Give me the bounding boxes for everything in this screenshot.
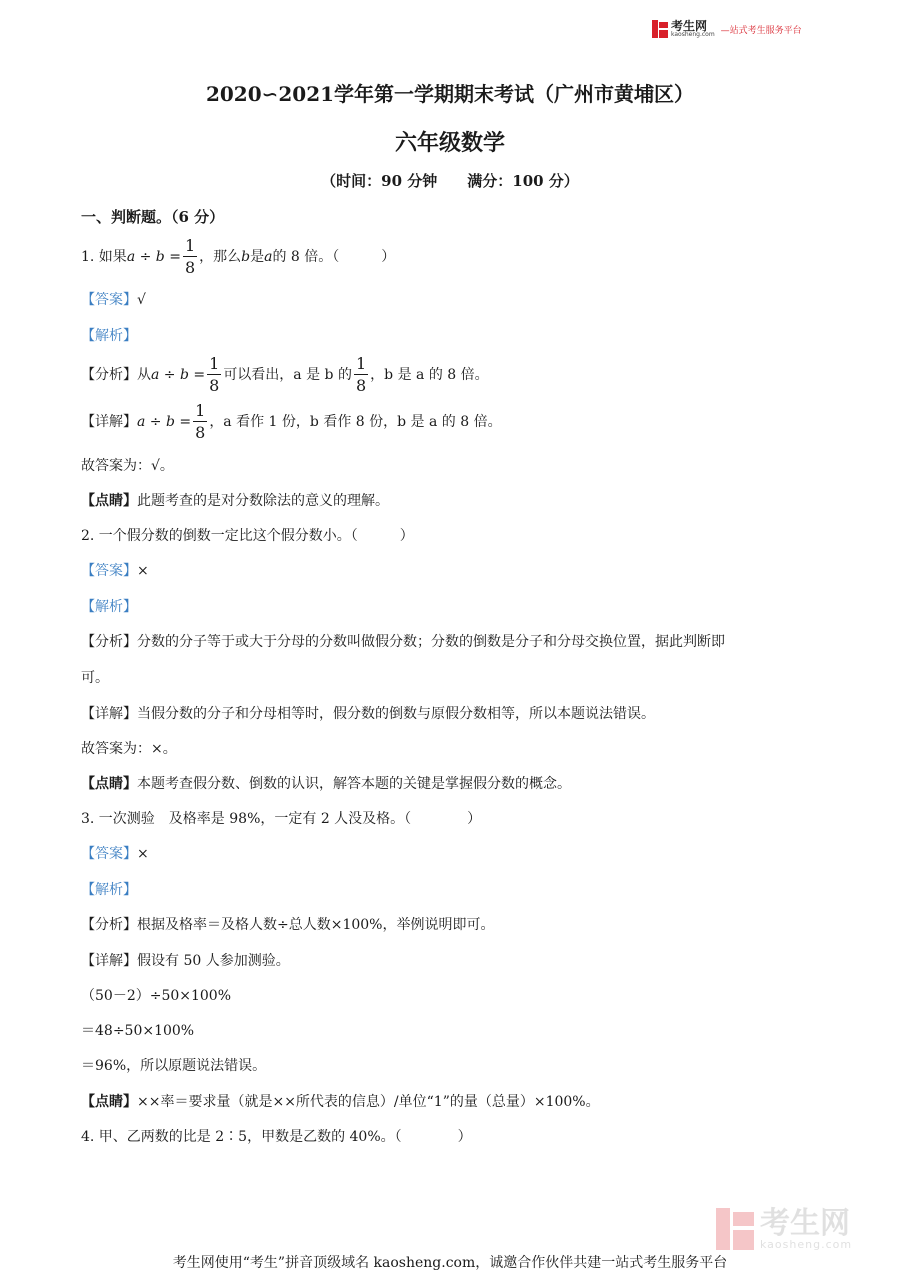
logo-domain: kaosheng.com — [671, 31, 715, 38]
dianjing-tag: 【点睛】 — [81, 493, 137, 509]
q1-expr: a ÷ b = — [126, 249, 181, 265]
detail-expr: a ÷ b = — [137, 414, 192, 430]
detail-suffix: ，a 看作 1 份，b 看作 8 份，b 是 a 的 8 倍。 — [209, 414, 502, 430]
q1-mid: ，那么 — [199, 249, 242, 265]
q3-calc-1: （50－2）÷50×100% — [81, 988, 232, 1004]
analysis-fraction-2 — [354, 356, 368, 394]
q3-jiexi: 【解析】 — [81, 882, 137, 898]
q2-dianjing — [81, 773, 571, 793]
dianjing-tag: 【点睛】 — [81, 1094, 137, 1110]
answer-value: × — [137, 563, 149, 579]
analysis-mid: 可以看出，a 是 b 的 — [223, 367, 352, 383]
analysis-text: 分数的分子等于或大于分母的分数叫做假分数；分数的倒数是分子和分母交换位置，据此判断即 — [137, 634, 725, 650]
document-title: 2020∽2021学年第一学期期末考试（广州市黄埔区） — [205, 82, 695, 106]
frac-num: 1 — [209, 354, 220, 373]
watermark-name: 考生网 — [760, 1205, 850, 1241]
analysis-tag: 【分析】 — [81, 917, 137, 933]
question-1 — [81, 238, 395, 276]
question-3: 3. 一次测验 及格率是 98%，一定有 2 人没及格。（ ） — [81, 811, 482, 827]
q3-calc-3: ＝96%，所以原题说法错误。 — [81, 1058, 267, 1074]
q3-analysis — [81, 914, 494, 934]
detail-text: 当假分数的分子和分母相等时，假分数的倒数与原假分数相等，所以本题说法错误。 — [137, 706, 655, 722]
answer-tag: 【答案】 — [81, 846, 137, 862]
q1-a: a — [264, 249, 273, 265]
answer-value: √ — [137, 292, 146, 308]
dianjing-tag: 【点睛】 — [81, 776, 137, 792]
detail-tag: 【详解】 — [81, 706, 137, 722]
q2-answer — [81, 560, 149, 580]
watermark-icon — [716, 1208, 754, 1250]
q1-answer — [81, 289, 146, 309]
q1-dianjing — [81, 490, 389, 510]
q1-frac-num: 1 — [184, 236, 196, 255]
frac-den: 8 — [195, 423, 206, 442]
dianjing-text: 此题考查的是对分数除法的意义的理解。 — [137, 493, 389, 509]
answer-tag: 【答案】 — [81, 292, 137, 308]
q3-dianjing — [81, 1091, 600, 1111]
detail-text: 假设有 50 人参加测验。 — [137, 953, 290, 969]
detail-fraction — [193, 403, 207, 441]
q3-answer — [81, 843, 149, 863]
dianjing-text: 本题考查假分数、倒数的认识，解答本题的关键是掌握假分数的概念。 — [137, 776, 571, 792]
frac-num: 1 — [195, 401, 206, 420]
q2-detail — [81, 703, 655, 723]
analysis-pre: 从 — [137, 367, 151, 383]
analysis-expr: a ÷ b = — [151, 367, 206, 383]
answer-tag: 【答案】 — [81, 563, 137, 579]
q2-analysis-cont: 可。 — [81, 670, 109, 686]
analysis-tag: 【分析】 — [81, 367, 137, 383]
analysis-text: 根据及格率＝及格人数÷总人数×100%，举例说明即可。 — [137, 917, 495, 933]
question-4: 4. 甲、乙两数的比是 2∶5，甲数是乙数的 40%。（ ） — [81, 1129, 472, 1145]
watermark-logo — [716, 1205, 853, 1251]
q1-b: b — [241, 249, 251, 265]
q2-jiexi: 【解析】 — [81, 599, 137, 615]
dianjing-text: ××率＝要求量（就是××所代表的信息）/单位“1”的量（总量）×100%。 — [137, 1094, 600, 1110]
header-logo — [652, 18, 802, 40]
frac-den: 8 — [355, 376, 367, 395]
watermark-domain: kaosheng.com — [760, 1237, 853, 1251]
document-subtitle: 六年级数学 — [394, 130, 505, 156]
detail-tag: 【详解】 — [81, 414, 137, 430]
q2-conclusion: 故答案为：×。 — [81, 741, 177, 757]
analysis-tag: 【分析】 — [81, 634, 137, 650]
q2-analysis — [81, 631, 725, 651]
q1-fraction — [183, 238, 197, 276]
q3-calc-2: ＝48÷50×100% — [81, 1023, 195, 1039]
q3-detail — [81, 950, 290, 970]
analysis-fraction-1 — [207, 356, 221, 394]
page-footer: 考生网使用“考生”拼音顶级域名 kaosheng.com，诚邀合作伙伴共建一站式考生服务平台 — [172, 1255, 728, 1271]
q1-suffix: 的 8 倍。（ ） — [272, 249, 396, 265]
exam-meta: （时间：90 分钟 满分：100 分） — [321, 172, 579, 190]
q1-conclusion: 故答案为：√。 — [81, 458, 174, 474]
q1-is: 是 — [250, 249, 265, 265]
answer-value: × — [137, 846, 149, 862]
analysis-suffix: ，b 是 a 的 8 倍。 — [370, 367, 489, 383]
question-2: 2. 一个假分数的倒数一定比这个假分数小。（ ） — [81, 528, 414, 544]
q1-jiexi: 【解析】 — [81, 328, 137, 344]
q1-analysis — [81, 356, 489, 394]
q1-prefix: 1. 如果 — [81, 249, 127, 265]
logo-slogan: —站式考生服务平台 — [720, 25, 802, 36]
frac-den: 8 — [209, 376, 220, 395]
logo-name: 考生网 — [671, 19, 708, 33]
q1-detail — [81, 403, 502, 441]
q1-frac-den: 8 — [184, 258, 196, 277]
section-heading: 一、判断题。（6 分） — [81, 208, 225, 226]
detail-tag: 【详解】 — [81, 953, 137, 969]
logo-icon — [652, 20, 668, 38]
frac-num: 1 — [355, 354, 367, 373]
